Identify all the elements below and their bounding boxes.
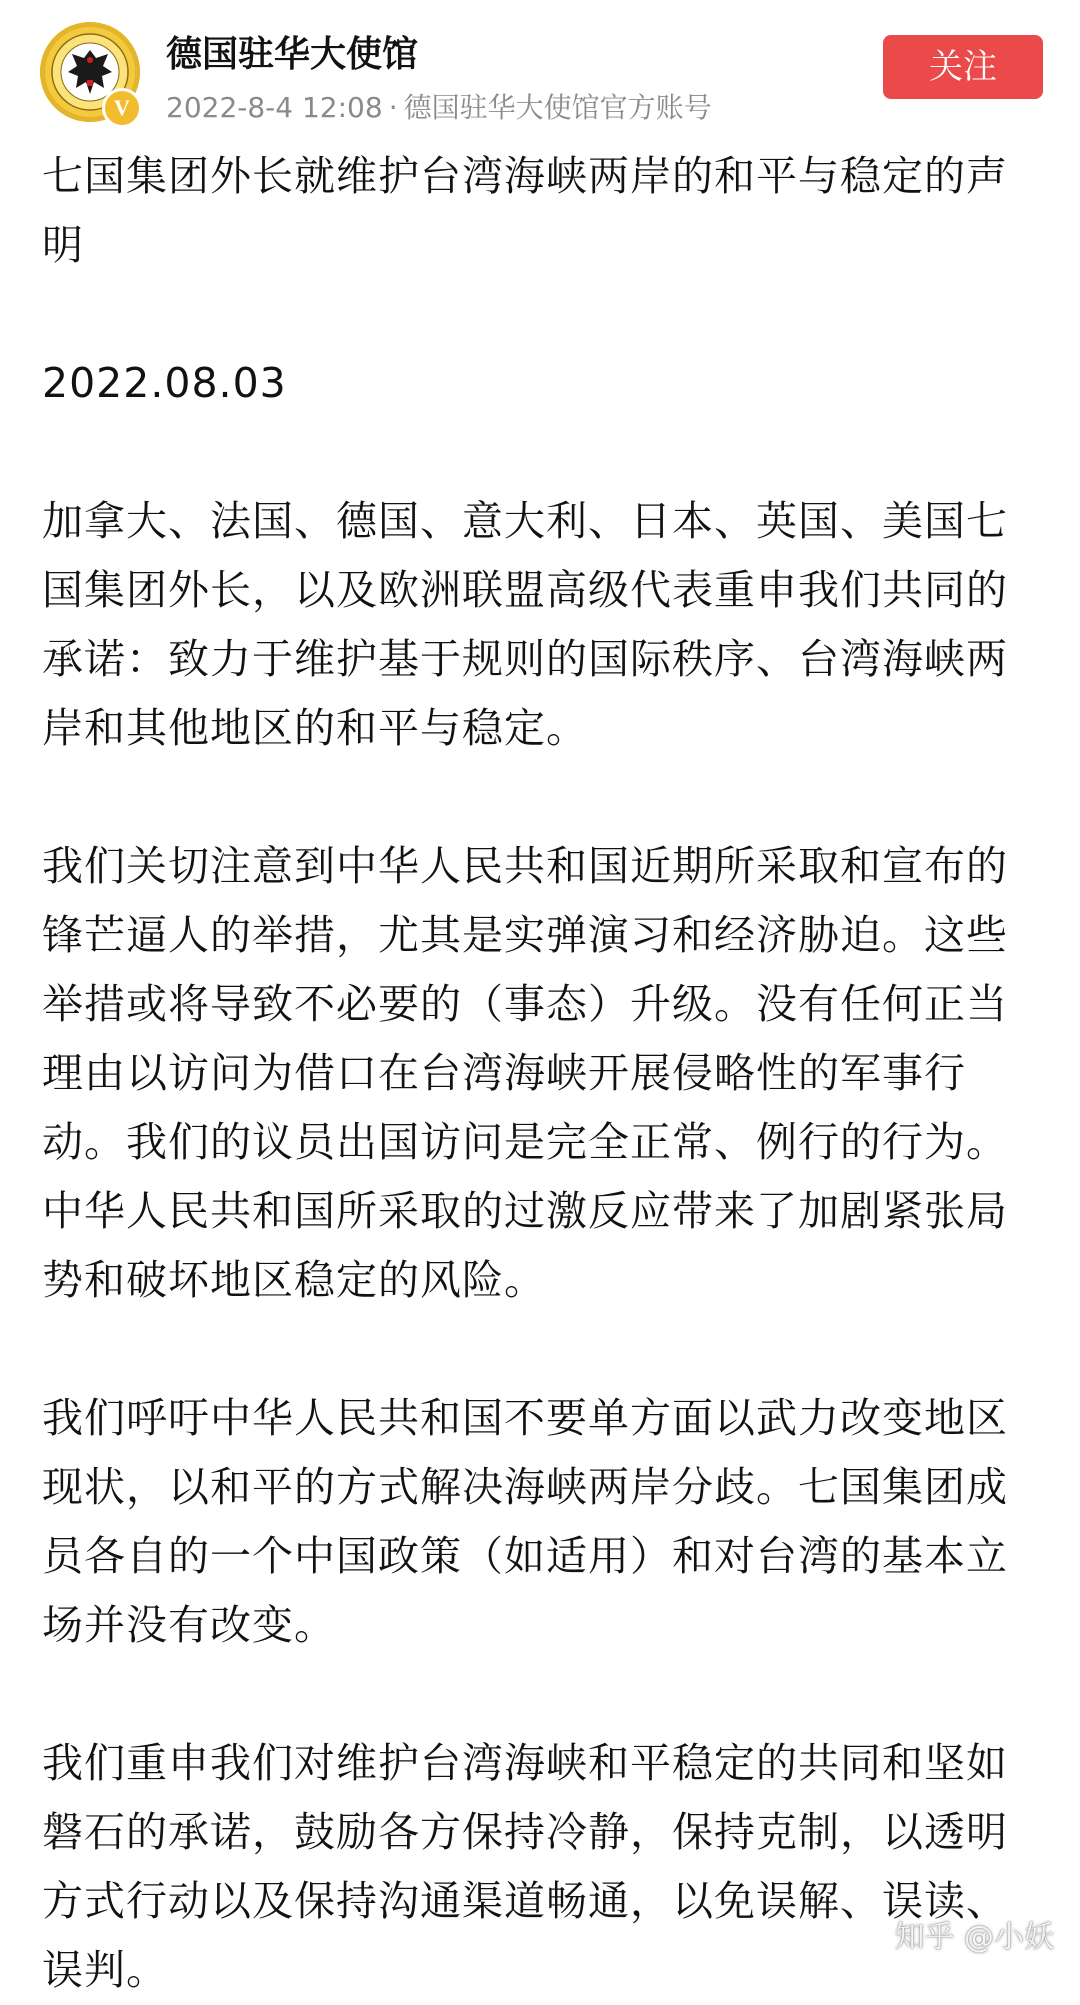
zhihu-watermark: 知乎 @小妖 [894, 1920, 1054, 1955]
article-title: 七国集团外长就维护台湾海峡两岸的和平与稳定的声明 [42, 152, 1008, 269]
account-source: 德国驻华大使馆官方账号 [403, 91, 712, 124]
paragraph-gap [42, 280, 1042, 349]
post-meta [166, 86, 712, 126]
account-name[interactable]: 德国驻华大使馆 [166, 34, 419, 75]
article-paragraph-3: 我们呼吁中华人民共和国不要单方面以武力改变地区现状，以和平的方式解决海峡两岸分歧。七国集团成员各自的一个中国政策（如适用）和对台湾的基本立场并没有改变。 [42, 1394, 1008, 1649]
paragraph-gap [42, 418, 1042, 487]
post-timestamp: 2022-8-4 12:08 [166, 91, 383, 124]
verified-badge-icon: V [102, 88, 142, 128]
article-paragraph-2: 我们关切注意到中华人民共和国近期所采取和宣布的锋芒逼人的举措，尤其是实弹演习和经济胁迫。这些举措或将导致不必要的（事态）升级。没有任何正当理由以访问为借口在台湾海峡开展侵略性的军事行动。我们的议员出国访问是完全正常、例行的行为。中华人民共和国所采取的过激反应带来了加剧紧张局势和破坏地区稳定的风险。 [42, 842, 1008, 1304]
paragraph-gap [42, 1660, 1042, 1729]
follow-button[interactable]: 关注 [883, 35, 1043, 99]
article-paragraph-4: 我们重申我们对维护台湾海峡和平稳定的共同和坚如磐石的承诺，鼓励各方保持冷静，保持克制，以透明方式行动以及保持沟通渠道畅通，以免误解、误读、误判。 [42, 1739, 1008, 1994]
article-date: 2022.08.03 [42, 359, 287, 407]
post-header [0, 0, 1080, 140]
article-body [42, 142, 1042, 2005]
article-paragraph-1: 加拿大、法国、德国、意大利、日本、英国、美国七国集团外长，以及欧洲联盟高级代表重申我们共同的承诺：致力于维护基于规则的国际秩序、台湾海峡两岸和其他地区的和平与稳定。 [42, 497, 1008, 752]
meta-separator: · [388, 91, 398, 124]
paragraph-gap [42, 1315, 1042, 1384]
paragraph-gap [42, 763, 1042, 832]
